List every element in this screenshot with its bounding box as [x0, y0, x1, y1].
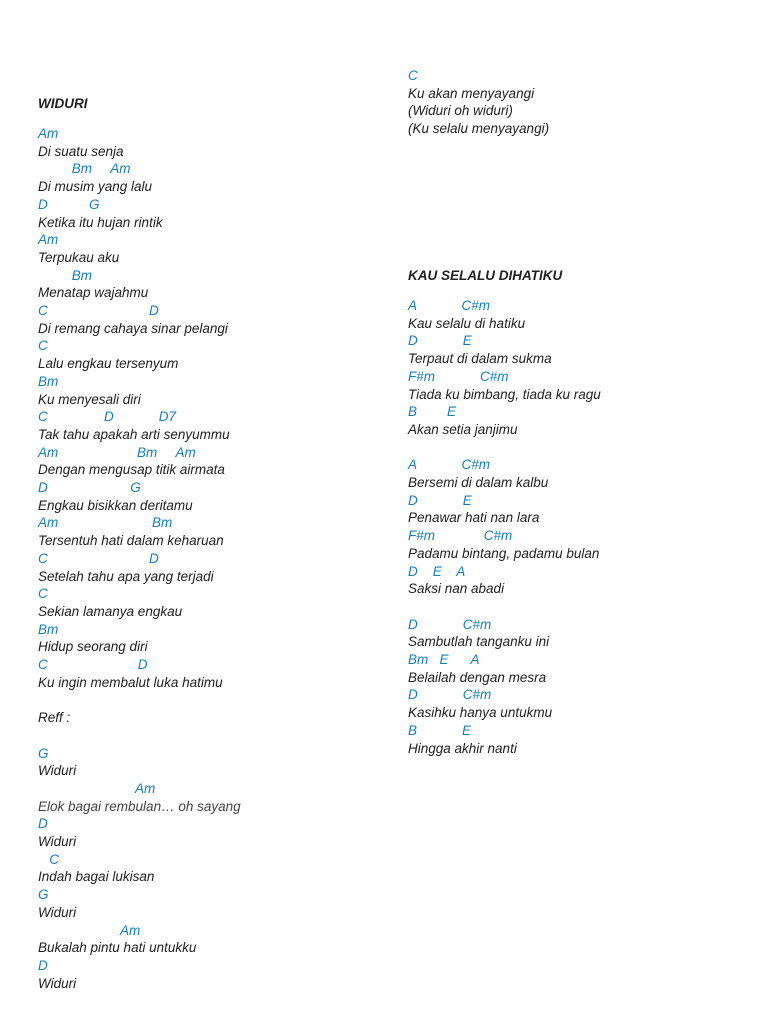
lyric-line: Widuri — [38, 763, 77, 779]
chord-line: F#m C#m — [408, 528, 513, 544]
chord-line: G — [38, 745, 49, 761]
lyric-line: Tak tahu apakah arti senyummu — [38, 426, 230, 442]
chord-line: Am — [38, 780, 156, 796]
chord-line: B E — [408, 722, 472, 738]
lyric-line: Di remang cahaya sinar pelangi — [38, 320, 228, 336]
chord-line: C — [408, 68, 418, 83]
chord-line: B E — [408, 404, 457, 420]
chord-line: C — [38, 851, 60, 867]
lyric-line: Di musim yang lalu — [38, 179, 153, 195]
lyric-line: Kasihku hanya untukmu — [408, 705, 553, 721]
lyric-line: Bersemi di dalam kalbu — [408, 475, 549, 490]
lyric-line: Hidup seorang diri — [38, 639, 148, 655]
song-title: KAU SELALU DIHATIKU — [408, 268, 563, 283]
lyric-line: Terpukau aku — [38, 249, 120, 265]
lyric-line: Ketika itu hujan rintik — [38, 214, 163, 230]
lyric-line: Di suatu senja — [38, 143, 124, 159]
chord-line: Bm — [38, 267, 93, 283]
lyric-line: Saksi nan abadi — [408, 581, 505, 597]
chord-line: D C#m — [408, 687, 492, 703]
lyric-line: Menatap wajahmu — [38, 285, 149, 301]
lyric-line: Ku menyesali diri — [38, 391, 141, 407]
chord-line: Bm E A — [408, 652, 480, 667]
chord-line: D — [38, 957, 48, 973]
chord-line: C D D7 — [38, 409, 177, 425]
song-title: WIDURI — [38, 96, 88, 111]
lyric-line: Tersentuh hati dalam keharuan — [38, 533, 224, 549]
lyric-line: (Ku selalu menyayangi) — [408, 121, 550, 137]
lyric-line: Widuri — [38, 975, 77, 991]
lyric-line: (Widuri oh widuri) — [408, 103, 513, 119]
lyric-line: Dengan mengusap titik airmata — [38, 462, 225, 478]
lyric-line: Widuri — [38, 904, 77, 920]
chord-line: C D — [38, 550, 159, 566]
chord-line: Am — [38, 232, 59, 248]
lyric-line: Padamu bintang, padamu bulan — [408, 545, 600, 561]
lyric-line: Belailah dengan mesra — [408, 669, 547, 685]
lyric-line: Engkau bisikkan deritamu — [38, 497, 193, 513]
chord-line: C D — [38, 657, 148, 672]
chord-line: D E A — [408, 563, 466, 579]
chord-line: D E — [408, 333, 472, 349]
chord-line: C — [38, 586, 48, 602]
lyric-line: Ku ingin membalut luka hatimu — [38, 674, 223, 690]
chord-line: A C#m — [408, 457, 491, 473]
lyric-line: Reff : — [38, 710, 71, 726]
chord-line: Bm — [38, 621, 59, 637]
lyric-line: Lalu engkau tersenyum — [38, 356, 179, 372]
lyric-line: Sekian lamanya engkau — [38, 603, 183, 619]
chord-line: D E — [408, 492, 472, 508]
lyric-line: Terpaut di dalam sukma — [408, 351, 552, 367]
lyric-line: Widuri — [38, 834, 77, 849]
chord-line: D C#m — [408, 616, 492, 632]
chord-line: C D — [38, 303, 159, 318]
lyric-line: Hingga akhir nanti — [408, 740, 517, 756]
chord-line: C — [38, 338, 48, 354]
lyric-line: Kau selalu di hatiku — [408, 315, 526, 331]
chord-line: Am Bm Am — [38, 444, 196, 460]
lyric-line: Sambutlah tanganku ini — [408, 634, 550, 650]
lyric-line: Ku akan menyayangi — [408, 85, 535, 101]
lyric-line: Setelah tahu apa yang terjadi — [38, 568, 214, 584]
chord-line: D G — [38, 196, 100, 212]
chord-line: F#m C#m — [408, 368, 509, 384]
lyric-line: Penawar hati nan lara — [408, 510, 540, 526]
chord-line: Am Bm — [38, 515, 173, 531]
lyric-line: Akan setia janjimu — [408, 421, 518, 437]
lyric-line: Elok bagai rembulan… oh sayang — [38, 798, 241, 814]
lyric-line: Tiada ku bimbang, tiada ku ragu — [408, 386, 601, 402]
lyric-line: Bukalah pintu hati untukku — [38, 940, 197, 956]
lyric-line: Indah bagai lukisan — [38, 869, 155, 885]
chord-line: A C#m — [408, 298, 491, 313]
chord-line: D G — [38, 480, 141, 495]
chord-line: D — [38, 816, 48, 832]
chord-line: Bm — [38, 373, 59, 389]
chord-line: Am — [38, 126, 59, 141]
chord-line: Bm Am — [38, 161, 131, 177]
chord-line: Am — [38, 922, 141, 938]
chord-line: G — [38, 887, 49, 903]
